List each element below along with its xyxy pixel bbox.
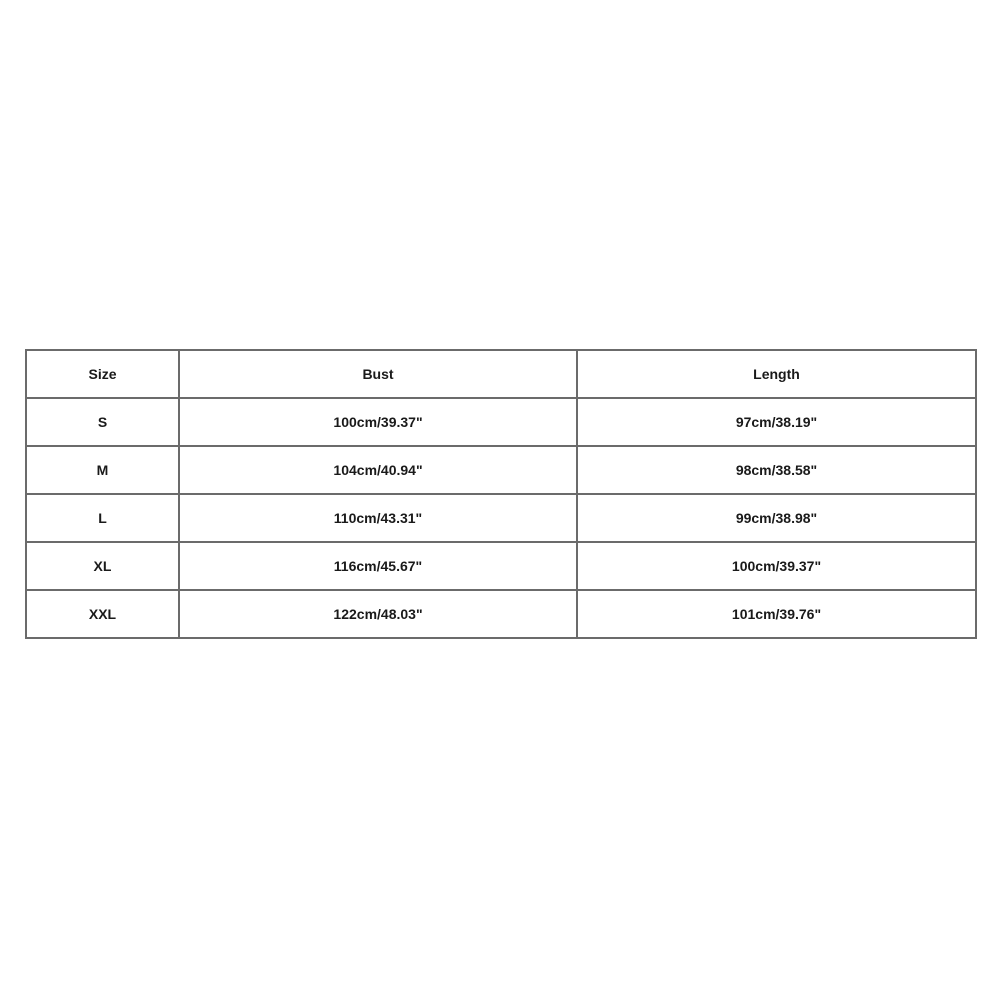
header-length: Length [577, 350, 976, 398]
table-row [26, 590, 976, 638]
length-cell: 101cm/39.76" [577, 590, 976, 638]
bust-cell: 122cm/48.03" [179, 590, 577, 638]
bust-cell: 116cm/45.67" [179, 542, 577, 590]
size-cell: XXL [26, 590, 179, 638]
bust-cell: 110cm/43.31" [179, 494, 577, 542]
table-row [26, 446, 976, 494]
length-cell: 97cm/38.19" [577, 398, 976, 446]
header-size: Size [26, 350, 179, 398]
header-bust: Bust [179, 350, 577, 398]
bust-cell: 104cm/40.94" [179, 446, 577, 494]
length-cell: 99cm/38.98" [577, 494, 976, 542]
size-cell: L [26, 494, 179, 542]
size-chart-table [25, 349, 977, 639]
table-header [26, 350, 976, 398]
table-row [26, 398, 976, 446]
length-cell: 98cm/38.58" [577, 446, 976, 494]
size-cell: S [26, 398, 179, 446]
table-row [26, 494, 976, 542]
table-row [26, 542, 976, 590]
header-row [26, 350, 976, 398]
table-body [26, 398, 976, 638]
size-cell: XL [26, 542, 179, 590]
length-cell: 100cm/39.37" [577, 542, 976, 590]
size-cell: M [26, 446, 179, 494]
bust-cell: 100cm/39.37" [179, 398, 577, 446]
